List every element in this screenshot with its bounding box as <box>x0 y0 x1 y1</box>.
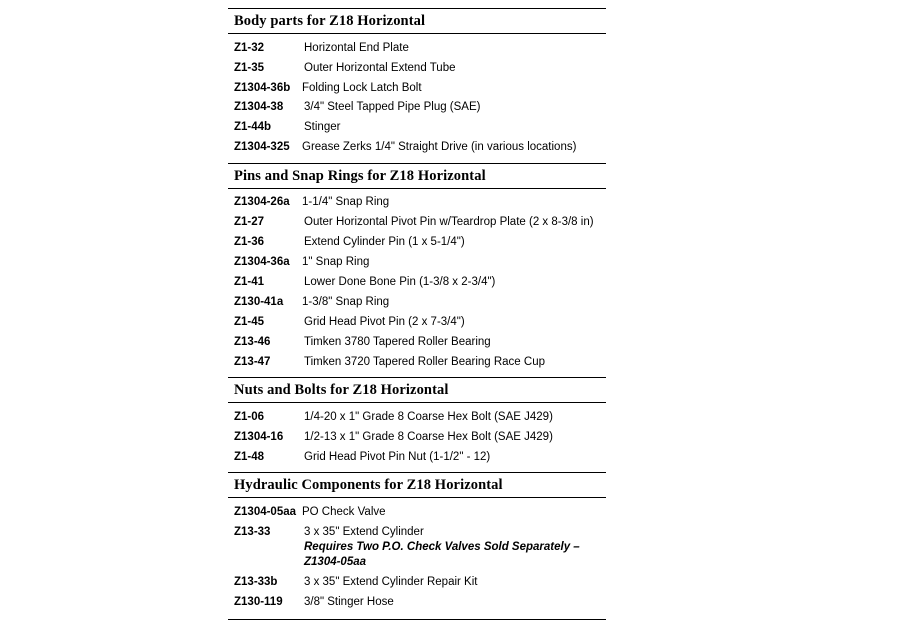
table-row <box>228 407 606 427</box>
part-description: 1/2-13 x 1" Grade 8 Coarse Hex Bolt (SAE J429) <box>304 430 553 443</box>
parts-table <box>228 8 606 620</box>
table-row <box>228 293 606 313</box>
part-description: Timken 3780 Tapered Roller Bearing <box>304 335 491 348</box>
part-description: 1" Snap Ring <box>302 256 370 269</box>
table-row <box>228 332 606 352</box>
part-number: Z13-46 <box>234 335 271 348</box>
part-description: Folding Lock Latch Bolt <box>302 81 422 94</box>
part-number: Z1304-05aa <box>234 505 297 518</box>
part-number: Z1304-36b <box>234 81 291 94</box>
part-description: Outer Horizontal Pivot Pin w/Teardrop Plate (2 x 8-3/8 in) <box>304 216 594 229</box>
part-number: Z1304-26a <box>234 196 290 209</box>
part-description: PO Check Valve <box>302 505 386 518</box>
part-description: 3/4" Steel Tapped Pipe Plug (SAE) <box>304 101 481 114</box>
table-row <box>228 58 606 78</box>
part-number: Z13-47 <box>234 355 271 368</box>
section-rows <box>228 189 606 377</box>
table-row <box>228 427 606 447</box>
part-number: Z1304-38 <box>234 101 284 114</box>
section-heading: Hydraulic Components for Z18 Horizontal <box>228 472 606 498</box>
part-description: Grease Zerks 1/4" Straight Drive (in various locations) <box>302 141 577 154</box>
part-number: Z1304-36a <box>234 256 290 269</box>
part-description: 3 x 35" Extend Cylinder Repair Kit <box>304 575 478 588</box>
part-description: 3/8" Stinger Hose <box>304 595 394 608</box>
section-rows <box>228 34 606 163</box>
section-body-parts <box>228 8 606 163</box>
section-pins-snap-rings <box>228 163 606 378</box>
part-number: Z13-33 <box>234 525 271 538</box>
part-description: Extend Cylinder Pin (1 x 5-1/4") <box>304 236 465 249</box>
table-row <box>228 522 606 572</box>
part-number: Z13-33b <box>234 575 278 588</box>
part-description: Outer Horizontal Extend Tube <box>304 61 456 74</box>
table-row <box>228 38 606 58</box>
table-row <box>228 118 606 138</box>
part-description: Grid Head Pivot Pin (2 x 7-3/4") <box>304 316 465 328</box>
table-row <box>228 138 606 158</box>
section-rows <box>228 498 606 617</box>
part-number: Z1304-325 <box>234 141 290 154</box>
part-description-primary: 3 x 35" Extend Cylinder <box>304 525 424 538</box>
table-row <box>228 213 606 233</box>
part-description: Horizontal End Plate <box>304 41 409 54</box>
part-number: Z1-32 <box>234 41 265 54</box>
table-row <box>228 253 606 273</box>
section-rows <box>228 403 606 472</box>
part-description: Stinger <box>304 121 341 134</box>
section-hydraulic-components <box>228 472 606 620</box>
table-row <box>228 592 606 612</box>
part-description: 1-3/8" Snap Ring <box>302 296 390 309</box>
section-heading: Pins and Snap Rings for Z18 Horizontal <box>228 163 606 189</box>
table-row <box>228 98 606 118</box>
part-number: Z1-44b <box>234 121 272 134</box>
table-row <box>228 193 606 213</box>
part-number: Z1-41 <box>234 276 265 289</box>
part-description: 1/4-20 x 1" Grade 8 Coarse Hex Bolt (SAE J429) <box>304 410 553 423</box>
table-row <box>228 273 606 293</box>
part-number: Z1-27 <box>234 216 265 229</box>
part-number: Z1304-16 <box>234 430 284 443</box>
part-description <box>302 525 606 570</box>
part-description: 1-1/4" Snap Ring <box>302 196 390 209</box>
part-description: Timken 3720 Tapered Roller Bearing Race Cup <box>304 355 545 368</box>
part-description: Grid Head Pivot Pin Nut (1-1/2" - 12) <box>304 450 491 463</box>
table-row <box>228 78 606 98</box>
part-number: Z1-06 <box>234 410 265 423</box>
table-row <box>228 447 606 467</box>
table-row <box>228 313 606 333</box>
table-row <box>228 502 606 522</box>
part-number: Z130-119 <box>234 595 283 608</box>
section-nuts-bolts <box>228 377 606 472</box>
part-description-note: Requires Two P.O. Check Valves Sold Separately – Z1304-05aa <box>304 540 580 568</box>
part-number: Z1-45 <box>234 316 265 328</box>
table-row <box>228 572 606 592</box>
part-number: Z1-35 <box>234 61 265 74</box>
part-number: Z1-36 <box>234 236 265 249</box>
part-description: Lower Done Bone Pin (1-3/8 x 2-3/4") <box>304 276 496 289</box>
part-number: Z1-48 <box>234 450 265 463</box>
section-heading: Body parts for Z18 Horizontal <box>228 8 606 34</box>
part-number: Z130-41a <box>234 296 284 309</box>
section-heading: Nuts and Bolts for Z18 Horizontal <box>228 377 606 403</box>
table-row <box>228 233 606 253</box>
table-row <box>228 352 606 372</box>
